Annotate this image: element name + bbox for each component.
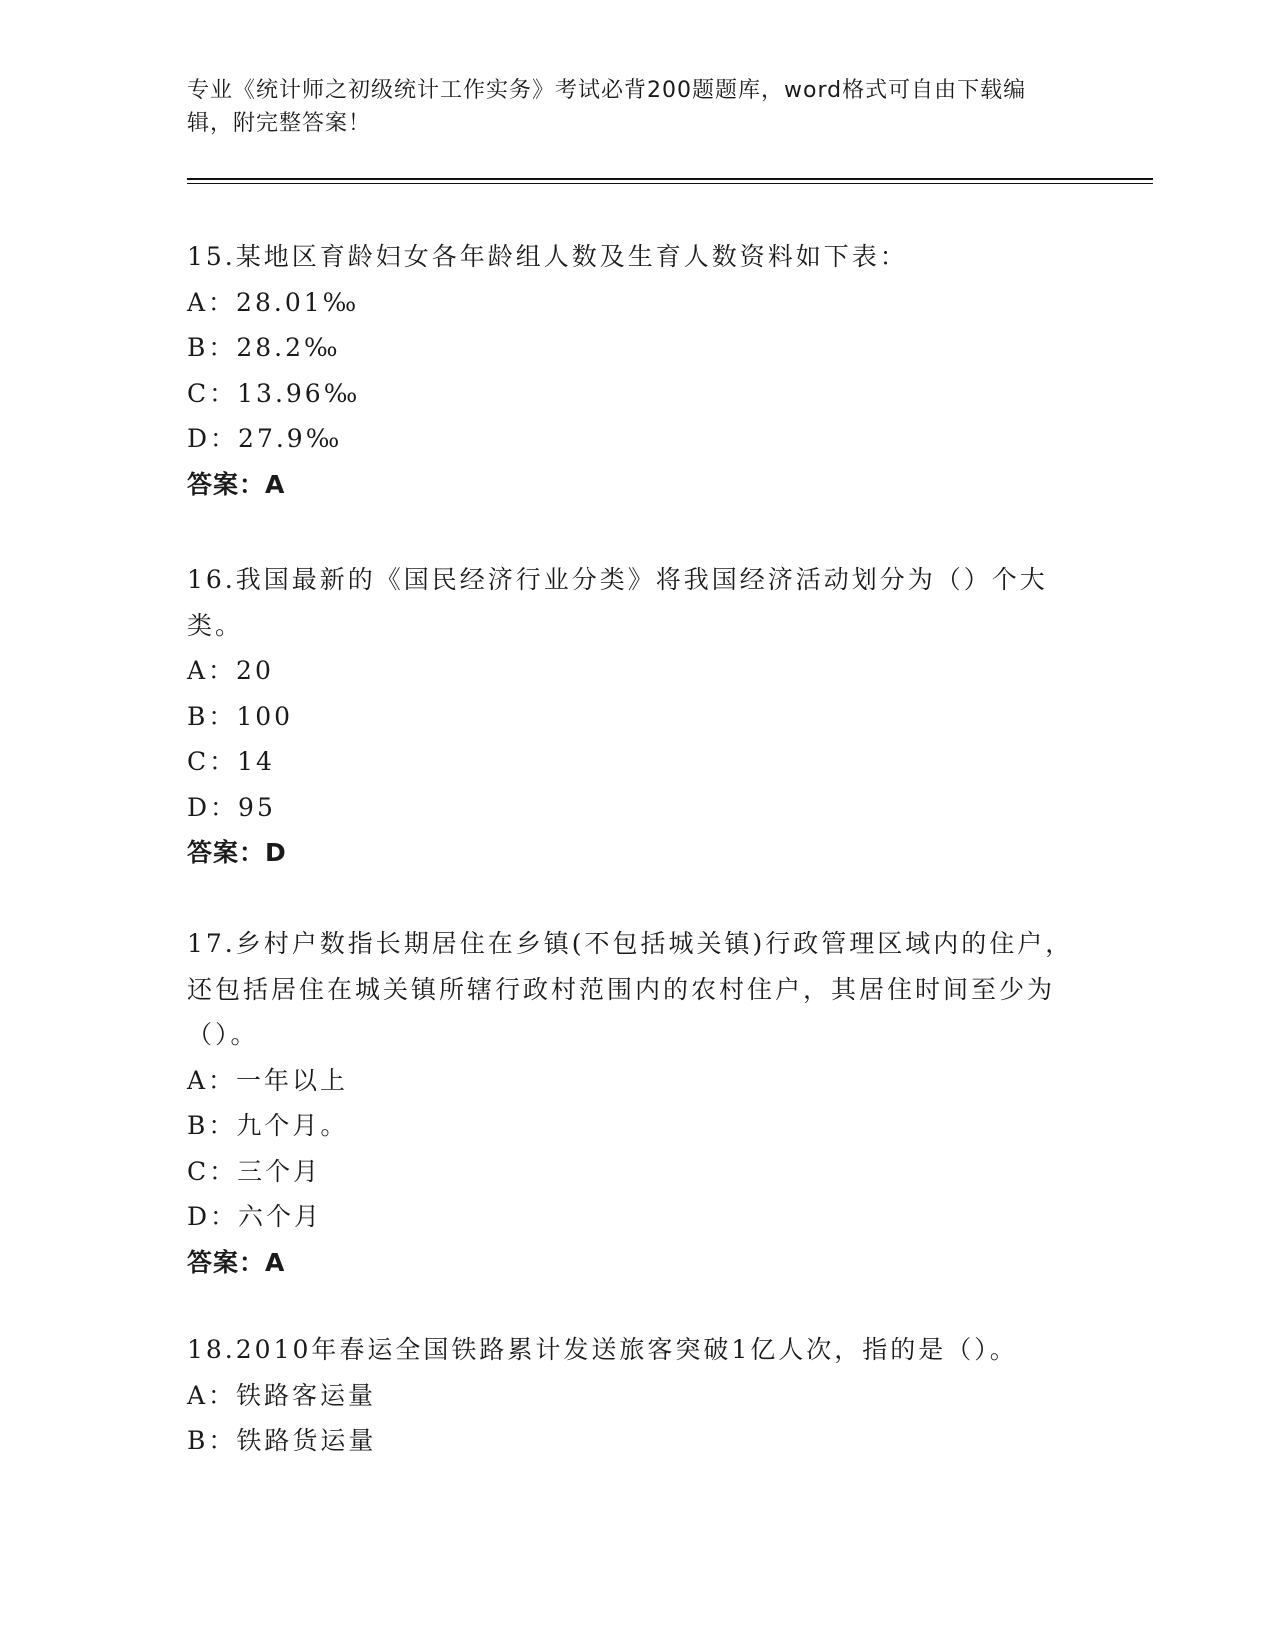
answer-line: 答案：A — [187, 1247, 286, 1277]
option-d: D：95 — [187, 792, 276, 822]
question-15 — [187, 234, 1087, 507]
question-16 — [187, 557, 1087, 876]
answer-line: 答案：A — [187, 469, 286, 499]
option-c: C：三个月 — [187, 1156, 322, 1186]
option-b: B：28.2‰ — [187, 333, 341, 362]
option-d: D：27.9‰ — [187, 424, 343, 453]
option-a: A：铁路客运量 — [187, 1380, 377, 1410]
option-a: A：28.01‰ — [187, 287, 360, 317]
header-text: 专业《统计师之初级统计工作实务》考试必背200题题库，word格式可自由下载编辑，附完整答案！ — [187, 78, 1027, 136]
option-b: B：铁路货运量 — [187, 1426, 377, 1455]
option-a: A：20 — [187, 656, 274, 685]
question-stem: 15.某地区育龄妇女各年龄组人数及生育人数资料如下表： — [187, 242, 908, 271]
option-b: B：九个月。 — [187, 1111, 349, 1140]
header-divider — [187, 178, 1153, 184]
question-17 — [187, 921, 1087, 1285]
answer-line: 答案：D — [187, 838, 287, 867]
document-header — [187, 74, 1067, 140]
question-stem: 18.2010年春运全国铁路累计发送旅客突破1亿人次，指的是（）。 — [187, 1335, 1018, 1364]
option-d: D：六个月 — [187, 1202, 323, 1231]
option-c: C：14 — [187, 747, 275, 776]
question-stem: 16.我国最新的《国民经济行业分类》将我国经济活动划分为（）个大类。 — [187, 565, 1048, 640]
option-b: B：100 — [187, 701, 294, 731]
question-stem: 17.乡村户数指长期居住在乡镇(不包括城关镇)行政管理区域内的住户，还包括居住在城关镇所辖行政村范围内的农村住户，其居住时间至少为（）。 — [187, 929, 1074, 1049]
question-18 — [187, 1327, 1087, 1464]
option-a: A：一年以上 — [187, 1065, 349, 1095]
option-c: C：13.96‰ — [187, 378, 361, 408]
